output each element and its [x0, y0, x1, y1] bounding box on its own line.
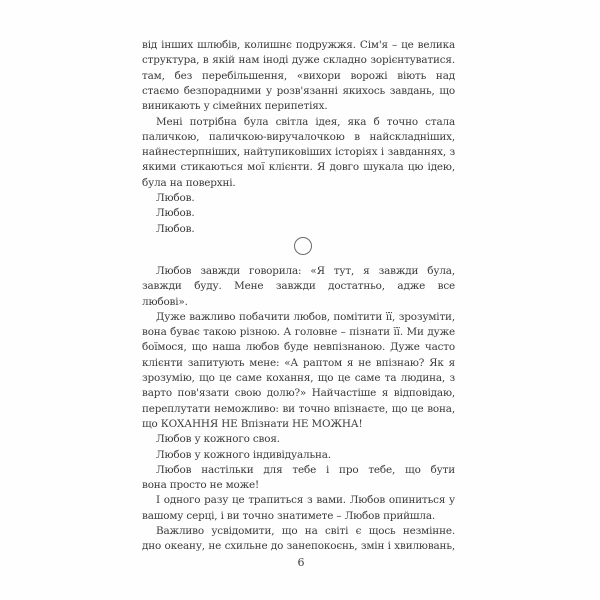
- text-line: вона просто не може!: [142, 479, 260, 492]
- text-line: що КОХАННЯ НЕ Впізнати НЕ МОЖНА!: [142, 417, 363, 430]
- text-line: любові».: [142, 295, 188, 308]
- text-line: дно океану, не схильне до занепокоєнь, змін і хвилювань,: [142, 540, 455, 553]
- page-number: 6: [297, 556, 305, 569]
- text-line: Любов у кожного своя.: [156, 433, 280, 446]
- text-line: Дуже важливо побачити любов, помітити її, зрозуміти,: [156, 310, 455, 323]
- text-line: І одного разу це трапиться з вами. Любов опиниться у: [156, 494, 455, 507]
- text-line: вашому серці, і ви точно знатимете – Любов прийшла.: [142, 509, 436, 522]
- text-line: від інших шлюбів, колишнє подружжя. Сім'я – це велика: [142, 39, 455, 51]
- text-line: найнестерпніших, найтупиковіших історіях і завданнях, з: [142, 146, 455, 159]
- text-line: зрозумію, що це саме кохання, що це саме та людина, з: [142, 372, 455, 384]
- text-line: клієнти запитують мене: «А раптом я не впізнаю? Як я: [142, 356, 455, 369]
- text-line: вона буває такою різною. А головне – пізнати її. Ми дуже: [142, 326, 455, 339]
- text-line: Мені потрібна була світла ідея, яка б точно стала: [156, 115, 455, 128]
- text-line: стаємо безпорадними у розв'язанні якихось завдань, що: [142, 84, 455, 97]
- text-line: якими стикаються мої клієнти. Я довго шукала цю ідею,: [142, 161, 455, 174]
- section-break-circle-icon: [294, 237, 312, 255]
- text-line: там, без перебільшення, «вихори ворожі віють над: [142, 69, 455, 82]
- text-line: Важливо усвідомити, що на світі є щось незмінне.: [156, 525, 455, 537]
- text-line: Любов.: [156, 207, 195, 220]
- text-line: боїмося, що наша любов буде невпізнаною. Дуже часто: [142, 341, 455, 354]
- text-line: переплутати неможливо: ви точно впізнаєте, що це вона,: [142, 402, 455, 415]
- text-line: Любов у кожного індивідуальна.: [156, 448, 331, 461]
- text-line: Любов.: [156, 192, 195, 204]
- text-line: Любов завжди говорила: «Я тут, я завжди була,: [156, 264, 455, 277]
- text-line: паличкою, паличкою-виручалочкою в найскладніших,: [142, 130, 455, 143]
- text-line: Любов.: [156, 222, 195, 235]
- text-line: варто пов'язати свою долю?» Найчастіше я відповідаю,: [142, 387, 455, 400]
- text-line: структура, в якій нам іноді дуже складно зорієнтуватися.: [142, 54, 455, 67]
- text-line: була на поверхні.: [142, 176, 236, 189]
- text-line: Любов настільки для тебе і про тебе, що бути: [156, 463, 455, 476]
- text-line: завжди буду. Мене завжди достатньо, адже все: [142, 280, 455, 293]
- text-line: виникають у сімейних перипетіях.: [142, 100, 328, 113]
